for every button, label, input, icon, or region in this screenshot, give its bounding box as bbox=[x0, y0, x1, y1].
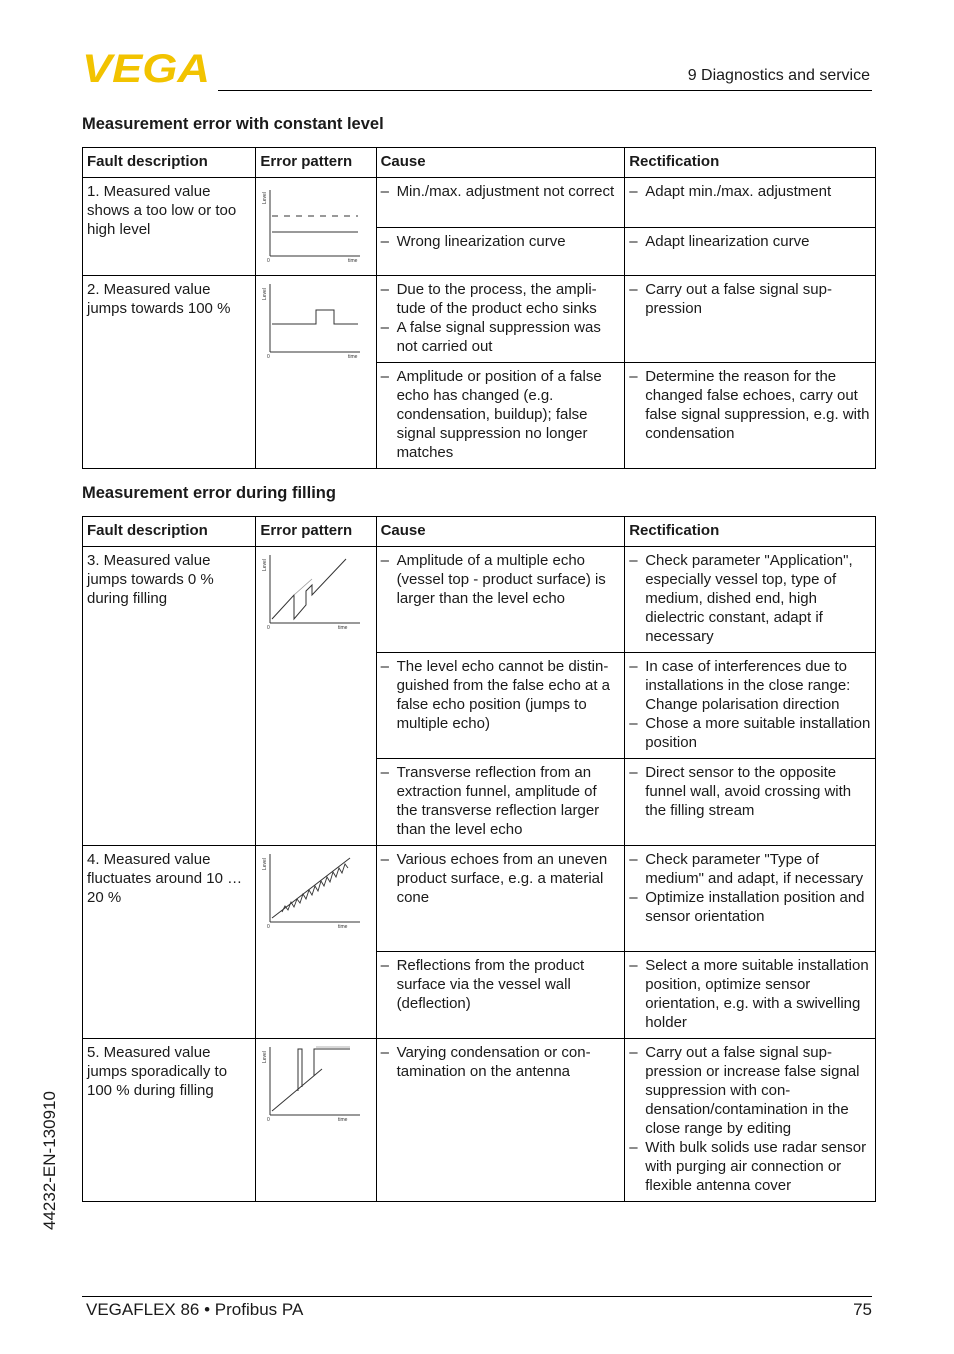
graph-origin-label: 0 bbox=[267, 1117, 271, 1123]
header-rectification: Rectification bbox=[625, 517, 876, 547]
header-fault-description: Fault description bbox=[83, 148, 256, 178]
cause-cell: – Wrong linearization curve bbox=[376, 228, 625, 276]
vega-logo bbox=[82, 50, 214, 86]
header-error-pattern: Error pattern bbox=[256, 517, 376, 547]
table-row bbox=[83, 547, 876, 653]
rectification-cell: – Direct sensor to the opposite funnel wall, avoid crossing with the filling stream bbox=[625, 759, 876, 846]
cause-cell: – Varying condensation or contamination on the antenna bbox=[376, 1039, 625, 1202]
rectification-cell: – Carry out a false signal suppression or increase false signal suppression with condensation/contamination in the close range by editing – With bulk solids use radar sensor with purging air connection or flexible antenna cover bbox=[625, 1039, 876, 1202]
rectification-cell: – Check parameter "Type of medium" and adapt, if necessary – Optimize installation position and sensor orientation bbox=[625, 846, 876, 952]
header-rule bbox=[218, 90, 872, 91]
rectification-item: Adapt min./max. adjustment bbox=[645, 183, 832, 200]
cause-cell: – Transverse reflection from an extraction funnel, amplitude of the transverse reflection larger than the level echo bbox=[376, 759, 625, 846]
table-row bbox=[83, 178, 876, 228]
rectification-item: Select a more suitable installation position, optimize sensor orientation, e.g. with a swivelling holder bbox=[645, 957, 869, 1031]
rectification-cell: – Check parameter "Application", especially vessel top, type of medium, dished end, high dielectric constant, adapt if necessary bbox=[625, 547, 876, 653]
fault-description: 2. Measured value jumps towards 100 % bbox=[83, 276, 256, 469]
header-fault-description: Fault description bbox=[83, 517, 256, 547]
graph-x-label: time bbox=[338, 924, 348, 930]
graph-y-label: Level bbox=[262, 192, 269, 204]
error-pattern-graph bbox=[256, 547, 376, 846]
rectification-cell: – In case of interferences due to installations in the close range: Change polarisation direction – Chose a more suitable installation position bbox=[625, 653, 876, 759]
table-header-row bbox=[83, 148, 876, 178]
table-header-row bbox=[83, 517, 876, 547]
rectification-item: Check parameter "Application", especially vessel top, type of medium, dished end, high dielectric constant, adapt if necessary bbox=[645, 552, 853, 645]
rectification-cell: – Carry out a false signal suppression bbox=[625, 276, 876, 363]
table-row bbox=[83, 846, 876, 952]
cause-cell: – Amplitude or position of a false echo has changed (e.g. condensation, buildup); false signal suppression no longer matches bbox=[376, 363, 625, 469]
chapter-title: 9 Diagnostics and service bbox=[687, 67, 870, 84]
header-cause: Cause bbox=[376, 148, 625, 178]
cause-item: Wrong linearization curve bbox=[396, 233, 566, 251]
cause-item: Min./max. adjustment not correct bbox=[396, 183, 615, 200]
graph-y-label: Level bbox=[262, 288, 269, 300]
document-id: 44232-EN-130910 bbox=[40, 1091, 59, 1230]
cause-item: The level echo cannot be distinguished from the false echo at a false echo position (jumps to multiple echo) bbox=[396, 658, 611, 732]
rectification-item: Optimize installation position and sensor orientation bbox=[645, 889, 865, 925]
rectification-item: In case of interferences due to installations in the close range: Change polarisation direction bbox=[645, 658, 851, 713]
rectification-cell: – Select a more suitable installation position, optimize sensor orientation, e.g. with a swivelling holder bbox=[625, 952, 876, 1039]
cause-item: Due to the process, the amplitude of the product echo sinks bbox=[396, 281, 597, 317]
cause-item: Amplitude of a multiple echo (vessel top - product surface) is larger than the level echo bbox=[396, 552, 606, 607]
fault-description: 4. Measured value fluctuates around 10 … 20 % bbox=[83, 846, 256, 1039]
cause-item: Transverse reflection from an extraction funnel, amplitude of the transverse reflection larger than the level echo bbox=[396, 764, 600, 838]
cause-cell: – Various echoes from an uneven product surface, e.g. a material cone bbox=[376, 846, 625, 952]
rectification-item: Direct sensor to the opposite funnel wall, avoid crossing with the filling stream bbox=[645, 764, 852, 819]
fault-description: 1. Measured value shows a too low or too high level bbox=[83, 178, 256, 276]
graph-origin-label: 0 bbox=[267, 354, 271, 360]
rectification-item: Carry out a false signal suppression bbox=[645, 281, 832, 317]
graph-y-label: Level bbox=[262, 559, 269, 571]
footer-rule bbox=[82, 1296, 872, 1297]
table-row bbox=[83, 276, 876, 363]
fault-description: 3. Measured value jumps towards 0 % during filling bbox=[83, 547, 256, 846]
footer-product: VEGAFLEX 86 • Profibus PA bbox=[86, 1300, 304, 1319]
cause-item: Various echoes from an uneven product surface, e.g. a material cone bbox=[396, 851, 608, 906]
section-title-during-filling: Measurement error during filling bbox=[82, 484, 336, 502]
section-title-constant-level: Measurement error with constant level bbox=[82, 115, 384, 133]
graph-low-high-level bbox=[262, 182, 362, 266]
rectification-item: With bulk solids use radar sensor with purging air connection or flexible antenna cover bbox=[645, 1139, 867, 1194]
graph-jump-100 bbox=[262, 280, 362, 360]
fault-description: 5. Measured value jumps sporadically to 100 % during filling bbox=[83, 1039, 256, 1202]
graph-x-label: time bbox=[348, 354, 358, 360]
header-rectification: Rectification bbox=[625, 148, 876, 178]
rectification-item: Determine the reason for the changed false echoes, carry out false signal suppression, e.g. with condensation bbox=[645, 368, 870, 442]
table-row bbox=[83, 1039, 876, 1202]
graph-sporadic-100 bbox=[262, 1043, 362, 1123]
rectification-item: Chose a more suitable installation position bbox=[645, 715, 871, 751]
cause-cell: – The level echo cannot be distinguished from the false echo at a false echo position (jumps to multiple echo) bbox=[376, 653, 625, 759]
cause-item: A false signal suppression was not carried out bbox=[396, 319, 601, 355]
error-pattern-graph bbox=[256, 1039, 376, 1202]
during-filling-table bbox=[82, 516, 876, 1202]
error-pattern-graph bbox=[256, 178, 376, 276]
graph-origin-label: 0 bbox=[267, 924, 271, 930]
graph-x-label: time bbox=[348, 258, 358, 264]
rectification-cell: – Determine the reason for the changed false echoes, carry out false signal suppression, e.g. with condensation bbox=[625, 363, 876, 469]
cause-item: Amplitude or position of a false echo has changed (e.g. condensation, buildup); false signal suppression no longer matches bbox=[396, 368, 602, 461]
graph-fluctuating bbox=[262, 850, 362, 930]
graph-origin-label: 0 bbox=[267, 258, 271, 264]
graph-y-label: Level bbox=[262, 858, 269, 870]
page-number: 75 bbox=[853, 1300, 872, 1319]
graph-x-label: time bbox=[338, 625, 348, 631]
rectification-cell: – Adapt min./max. adjustment bbox=[625, 178, 876, 228]
graph-jump-0 bbox=[262, 551, 362, 631]
graph-origin-label: 0 bbox=[267, 625, 271, 631]
cause-cell: – Min./max. adjustment not correct bbox=[376, 178, 625, 228]
rectification-item: Carry out a false signal suppression or increase false signal suppression with condensation/contamination in the close range by editing bbox=[645, 1044, 860, 1137]
graph-x-label: time bbox=[338, 1117, 348, 1123]
cause-item: Reflections from the product surface via the vessel wall (deflection) bbox=[396, 957, 585, 1012]
cause-cell: – Amplitude of a multiple echo (vessel top - product surface) is larger than the level echo bbox=[376, 547, 625, 653]
graph-y-label: Level bbox=[262, 1051, 269, 1063]
header-error-pattern: Error pattern bbox=[256, 148, 376, 178]
cause-item: Varying condensation or contamination on the antenna bbox=[396, 1044, 591, 1080]
error-pattern-graph bbox=[256, 846, 376, 1039]
rectification-item: Adapt linearization curve bbox=[645, 233, 810, 251]
cause-cell: – Due to the process, the amplitude of the product echo sinks – A false signal suppression was not carried out bbox=[376, 276, 625, 363]
header-cause: Cause bbox=[376, 517, 625, 547]
logo-text: VEGA bbox=[82, 50, 210, 86]
rectification-cell: – Adapt linearization curve bbox=[625, 228, 876, 276]
rectification-item: Check parameter "Type of medium" and adapt, if necessary bbox=[645, 851, 864, 887]
error-pattern-graph bbox=[256, 276, 376, 469]
constant-level-table bbox=[82, 147, 876, 469]
cause-cell: – Reflections from the product surface via the vessel wall (deflection) bbox=[376, 952, 625, 1039]
